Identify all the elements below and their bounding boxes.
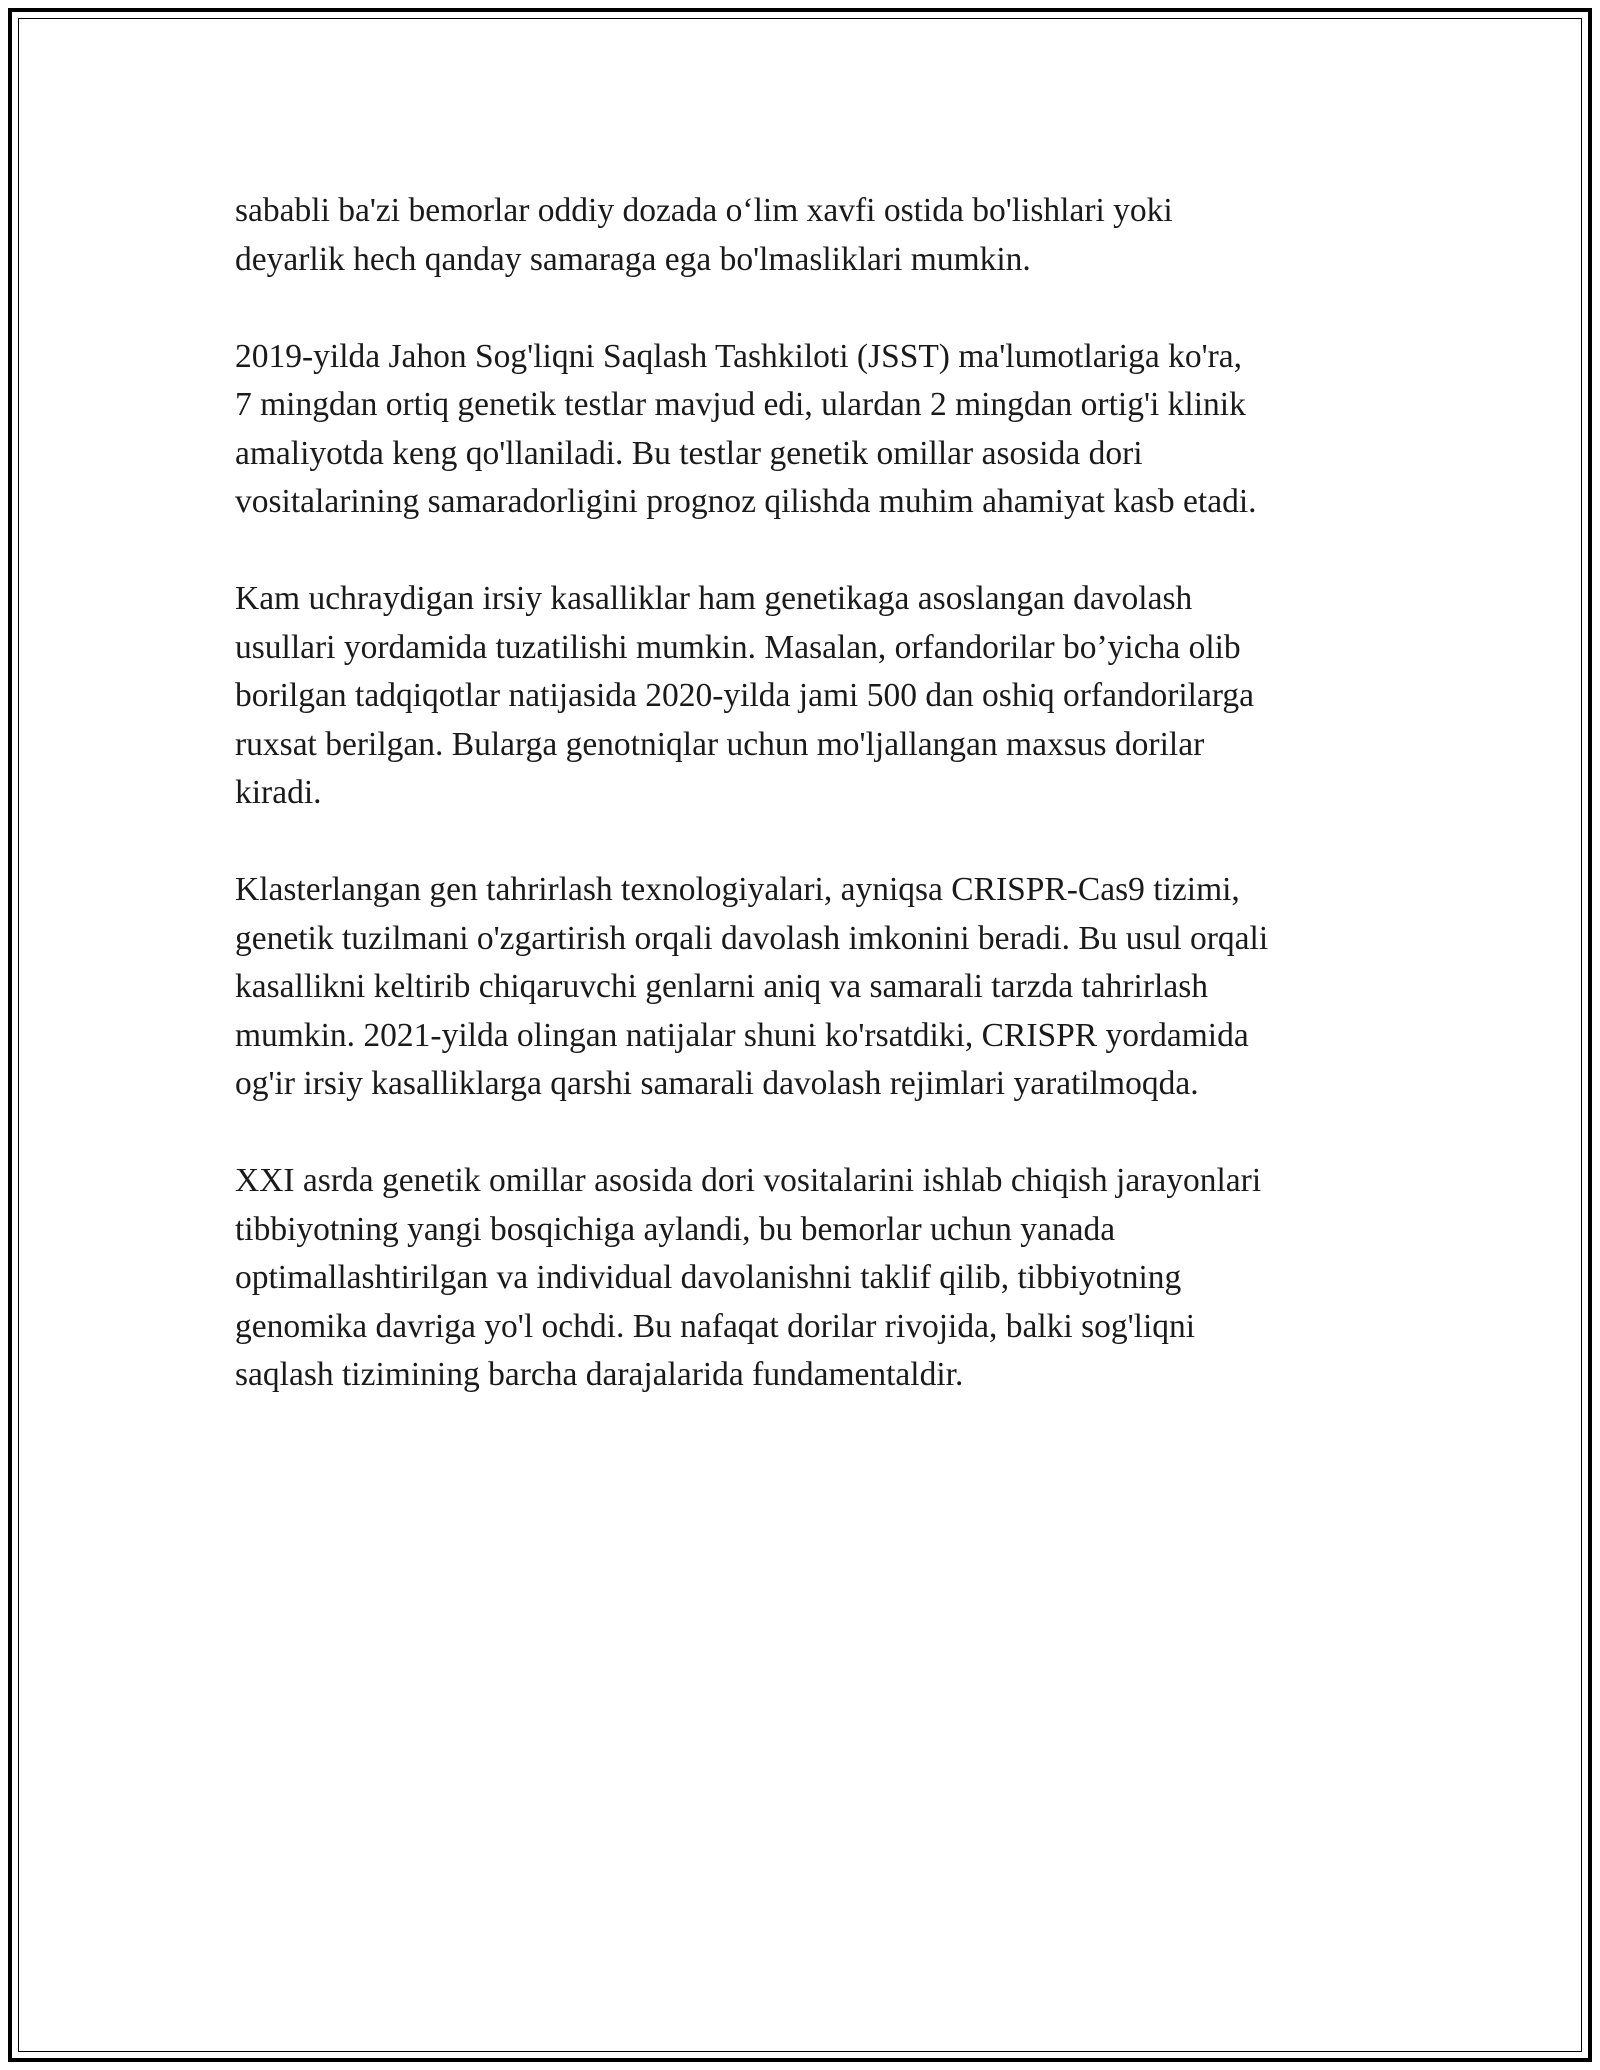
paragraph-5 <box>235 1157 1415 1400</box>
text-line: deyarlik hech qanday samaraga ega bo'lmasliklari mumkin. <box>235 240 1031 278</box>
text-line: optimallashtirilgan va individual davolanishni taklif qilib, tibbiyotning <box>235 1259 1182 1296</box>
paragraph-3 <box>235 575 1415 818</box>
text-line: tibbiyotning yangi bosqichiga aylandi, bu bemorlar uchun yanada <box>235 1210 1116 1248</box>
paragraph-2 <box>235 333 1415 527</box>
text-line: Kam uchraydigan irsiy kasalliklar ham genetikaga asoslangan davolash <box>235 580 1193 617</box>
text-line: 7 mingdan ortiq genetik testlar mavjud edi, ulardan 2 mingdan ortig'i klinik <box>235 386 1246 423</box>
text-line: sababli ba'zi bemorlar oddiy dozada o‘lim xavfi ostida bo'lishlari yoki <box>235 192 1173 229</box>
paragraph-4 <box>235 866 1415 1109</box>
text-line: kiradi. <box>235 774 322 811</box>
text-line: amaliyotda keng qo'llaniladi. Bu testlar genetik omillar asosida dori <box>235 434 1143 472</box>
text-line: mumkin. 2021-yilda olingan natijalar shuni ko'rsatdiki, CRISPR yordamida <box>235 1016 1249 1054</box>
text-line: og'ir irsiy kasalliklarga qarshi samarali davolash rejimlari yaratilmoqda. <box>235 1065 1199 1102</box>
paragraph-1 <box>235 187 1415 284</box>
text-line: Klasterlangan gen tahrirlash texnologiyalari, ayniqsa CRISPR-Cas9 tizimi, <box>235 871 1240 908</box>
text-line: vositalarining samaradorligini prognoz qilishda muhim ahamiyat kasb etadi. <box>235 483 1257 520</box>
text-line: XXI asrda genetik omillar asosida dori vositalarini ishlab chiqish jarayonlari <box>235 1162 1262 1199</box>
text-line: saqlash tizimining barcha darajalarida fundamentaldir. <box>235 1356 964 1393</box>
text-line: genetik tuzilmani o'zgartirish orqali davolash imkonini beradi. Bu usul orqali <box>235 919 1269 957</box>
text-line: kasallikni keltirib chiqaruvchi genlarni aniq va samarali tarzda tahrirlash <box>235 968 1208 1005</box>
text-line: genomika davriga yo'l ochdi. Bu nafaqat dorilar rivojida, balki sog'liqni <box>235 1307 1196 1345</box>
text-line: borilgan tadqiqotlar natijasida 2020-yilda jami 500 dan oshiq orfandorilarga <box>235 677 1255 714</box>
text-line: ruxsat berilgan. Bularga genotniqlar uchun mo'ljallangan maxsus dorilar <box>235 725 1205 763</box>
document-body <box>235 187 1415 1448</box>
text-line: 2019-yilda Jahon Sog'liqni Saqlash Tashkiloti (JSST) ma'lumotlariga ko'ra, <box>235 337 1243 375</box>
text-line: usullari yordamida tuzatilishi mumkin. Masalan, orfandorilar bo’yicha olib <box>235 628 1241 666</box>
